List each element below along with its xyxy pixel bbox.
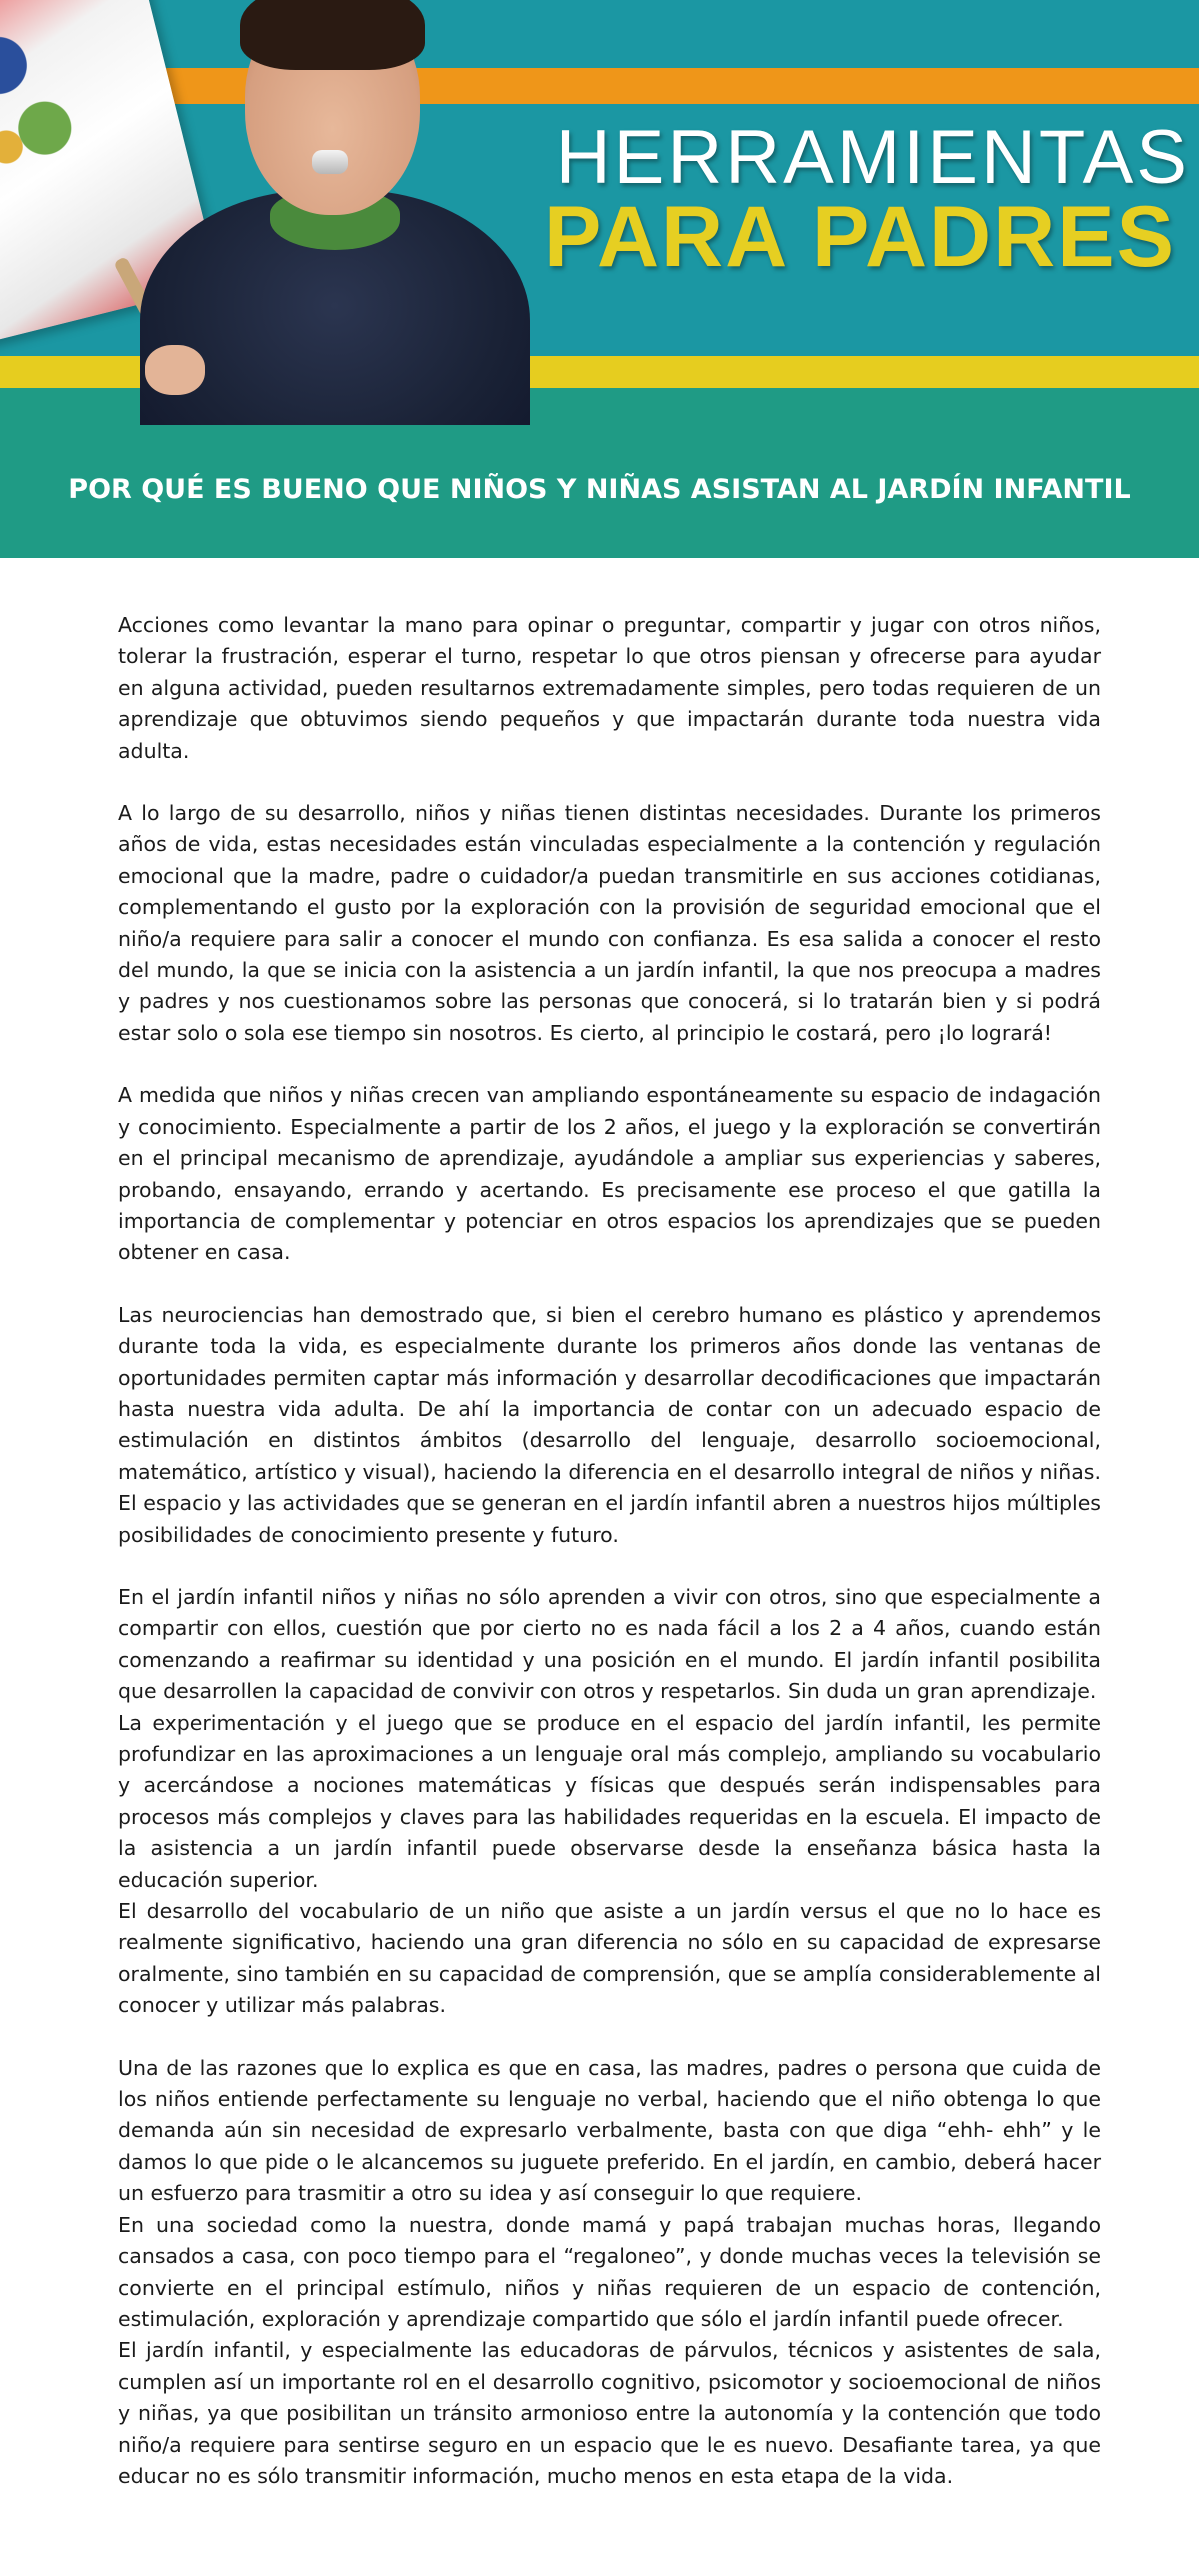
header-banner	[0, 0, 1199, 558]
paragraph: A medida que niños y niñas crecen van ampliando espontáneamente su espacio de indagación y conocimiento. Especialmente a partir de los 2 años, el juego y la exploración se convertirán en el principal mecanismo de aprendizaje, ayudándole a ampliar sus experiencias y saberes, probando, ensayando, errando y acertando. Es precisamente ese proceso el que gatilla la importancia de complementar y potenciar en otros espacios los aprendizajes que se pueden obtener en casa.	[118, 1083, 1101, 1265]
article-body	[118, 610, 1101, 2523]
flag-art	[0, 0, 99, 199]
whistle-icon	[312, 150, 348, 174]
child-hand	[145, 345, 205, 395]
paragraph: El desarrollo del vocabulario de un niño que asiste a un jardín versus el que no lo hace es realmente significativo, haciendo una gran diferencia no sólo en su capacidad de expresarse oralmente, sino también en su capacidad de comprensión, que se amplía considerablemente al conocer y utilizar más palabras.	[118, 1899, 1101, 2018]
title-para-padres: PARA PADRES	[543, 189, 1176, 285]
paragraph: A lo largo de su desarrollo, niños y niñas tienen distintas necesidades. Durante los primeros años de vida, estas necesidades están vinculadas especialmente a la contención y regulación emocional que la madre, padre o cuidador/a puedan transmitirle en sus acciones cotidianas, complementando el gusto por la exploración con la provisión de seguridad emocional que el niño/a requiere para salir a conocer el mundo con confianza. Es esa salida a conocer el resto del mundo, la que se inicia con la asistencia a un jardín infantil, la que nos preocupa a madres y padres y nos cuestionamos sobre las personas que conocerá, si lo tratarán bien y si podrá estar solo o sola ese tiempo sin nosotros. Es cierto, al principio le costará, pero ¡lo logrará!	[118, 801, 1101, 1045]
child-hair	[240, 0, 425, 70]
banner-background	[0, 0, 1199, 425]
paragraph: Acciones como levantar la mano para opinar o preguntar, compartir y jugar con otros niños, tolerar la frustración, esperar el turno, respetar lo que otros piensan y ofrecerse para ayudar en alguna actividad, pueden resultarnos extremadamente simples, pero todas requieren de un aprendizaje que obtuvimos siendo pequeños y que impactarán durante toda nuestra vida adulta.	[118, 613, 1101, 763]
child-photo	[0, 0, 540, 425]
title-herramientas: HERRAMIENTAS	[555, 115, 1190, 200]
paragraph: La experimentación y el juego que se produce en el espacio del jardín infantil, les permite profundizar en las aproximaciones a un lenguaje oral más complejo, ampliando su vocabulario y acercándose a nociones matemáticas y físicas que después serán indispensables para procesos más complejos y claves para las habilidades requeridas en la escuela. El impacto de la asistencia a un jardín infantil puede observarse desde la enseñanza básica hasta la educación superior.	[118, 1710, 1101, 1892]
paragraph: En una sociedad como la nuestra, donde mamá y papá trabajan muchas horas, llegando cansados a casa, con poco tiempo para el “regaloneo”, y donde muchas veces la televisión se convierte en el principal estímulo, niños y niñas requieren de un espacio de contención, estimulación, exploración y aprendizaje compartido que sólo el jardín infantil puede ofrecer.	[118, 2212, 1101, 2331]
paragraph: En el jardín infantil niños y niñas no sólo aprenden a vivir con otros, sino que especialmente a compartir con ellos, cuestión que por cierto no es nada fácil a los 2 a 4 años, cuando están comenzando a reafirmar su identidad y una posición en el mundo. El jardín infantil posibilita que desarrollen la capacidad de convivir con otros y respetarlos. Sin duda un gran aprendizaje.	[118, 1584, 1101, 1704]
paragraph: El jardín infantil, y especialmente las educadoras de párvulos, técnicos y asistentes de sala, cumplen así un importante rol en el desarrollo cognitivo, psicomotor y socioemocional de niños y niñas, ya que posibilitan un tránsito armonioso entre la autonomía y la contención que todo niño/a requiere para sentirse seguro en un espacio que le es nuevo. Desafiante tarea, ya que educar no es sólo transmitir información, mucho menos en esta etapa de la vida.	[118, 2338, 1101, 2488]
paragraph: Las neurociencias han demostrado que, si bien el cerebro humano es plástico y aprendemos durante toda la vida, es especialmente durante los primeros años donde las ventanas de oportunidades permiten captar más información y desarrollar decodificaciones que impactarán hasta nuestra vida adulta. De ahí la importancia de contar con un adecuado espacio de estimulación en distintos ámbitos (desarrollo del lenguaje, desarrollo socioemocional, matemático, artístico y visual), haciendo la diferencia en el desarrollo integral de niños y niñas. El espacio y las actividades que se generan en el jardín infantil abren a nuestros hijos múltiples posibilidades de conocimiento presente y futuro.	[118, 1302, 1101, 1547]
page-subtitle: POR QUÉ ES BUENO QUE NIÑOS Y NIÑAS ASISTAN AL JARDÍN INFANTIL	[68, 474, 1131, 505]
paragraph: Una de las razones que lo explica es que en casa, las madres, padres o persona que cuida de los niños entiende perfectamente su lenguaje no verbal, haciendo que el niño obtenga lo que demanda aún sin necesidad de expresarlo verbalmente, basta con que diga “ehh- ehh” y le damos lo que pide o le alcancemos su juguete preferido. En el jardín, en cambio, deberá hacer un esfuerzo para trasmitir a otro su idea y así conseguir lo que requiere.	[118, 2055, 1101, 2206]
